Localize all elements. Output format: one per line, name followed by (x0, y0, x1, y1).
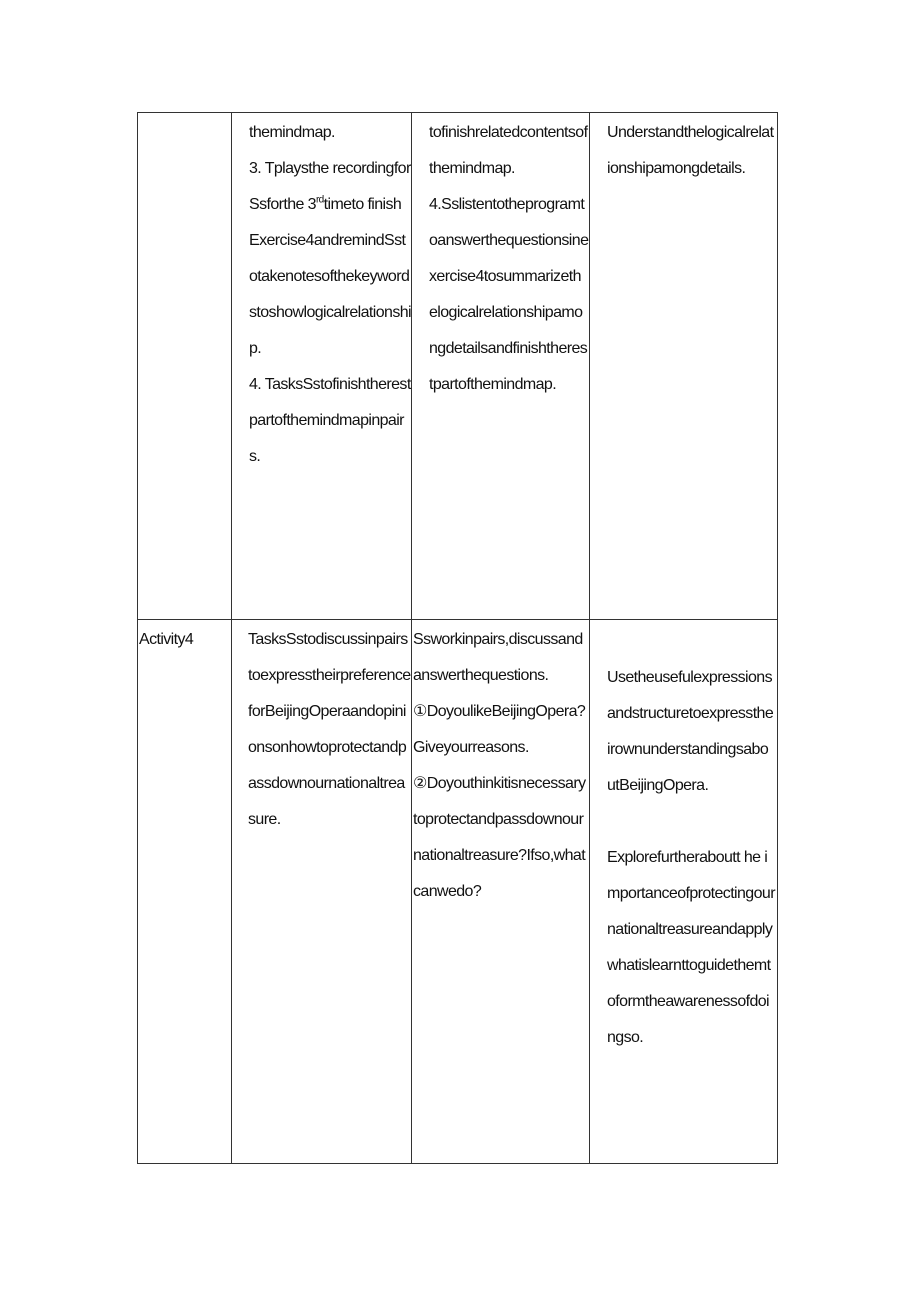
student-step-text: tofinishrelatedcontentsofthemindmap. (429, 124, 588, 177)
question-2: ②Doyouthinkitisnecessarytoprotectandpassdownournationaltreasure?Ifso,whatcanwedo? (413, 775, 586, 900)
purpose-text: Understandthelogicalrelationshipamongdetails. (607, 124, 774, 177)
activity-cell (138, 113, 232, 620)
teacher-activity-cell (232, 620, 412, 1164)
teacher-task-text: TasksSstodiscussinpairstoexpresstheirpreferenceforBeijingOperaandopinionsonhowtoprotectandpassdownournationaltreasure. (248, 631, 411, 828)
teacher-activity-cell (232, 113, 412, 620)
purpose-text: Explorefurtheraboutt he importanceofprotectingournationaltreasureandapplywhatislearnttoguidethemtoformtheawarenessofdoingso. (607, 849, 775, 1046)
ordinal-suffix: rd (315, 194, 324, 206)
activity-label (138, 113, 231, 115)
discussion-intro: Ssworkinpairs,discussandanswerthequestions. (413, 631, 583, 684)
purpose-cell (590, 620, 778, 1164)
student-activity-cell (412, 113, 590, 620)
purpose-cell (590, 113, 778, 620)
teacher-step-4: 4. TasksSstofinishtherestpartofthemindmapinpairs. (249, 376, 411, 465)
activity-cell (138, 620, 232, 1164)
table-row (138, 620, 778, 1164)
lesson-plan-table (137, 112, 778, 1164)
student-step-4: 4.Sslistentotheprogramtoanswerthequestionsinexercise4tosummarizethelogicalrelationshipamongdetailsandfinishtherestpartofthemindmap. (429, 196, 589, 393)
question-1: ①DoyoulikeBeijingOpera?Giveyourreasons. (413, 703, 586, 756)
table-row (138, 113, 778, 620)
purpose-text: UsetheusefulexpressionsandstructuretoexpresstheirownunderstandingsaboutBeijingOpera. (607, 669, 774, 794)
activity-label: Activity4 (139, 631, 194, 648)
teacher-step-3: 3. Tplaysthe recordingforSsforthe 3rdtimeto finishExercise4andremindSstotakenotesofthekeywordstoshowlogicalrelationship. (249, 160, 411, 357)
student-activity-cell (412, 620, 590, 1164)
teacher-step-text: themindmap. (249, 124, 335, 141)
